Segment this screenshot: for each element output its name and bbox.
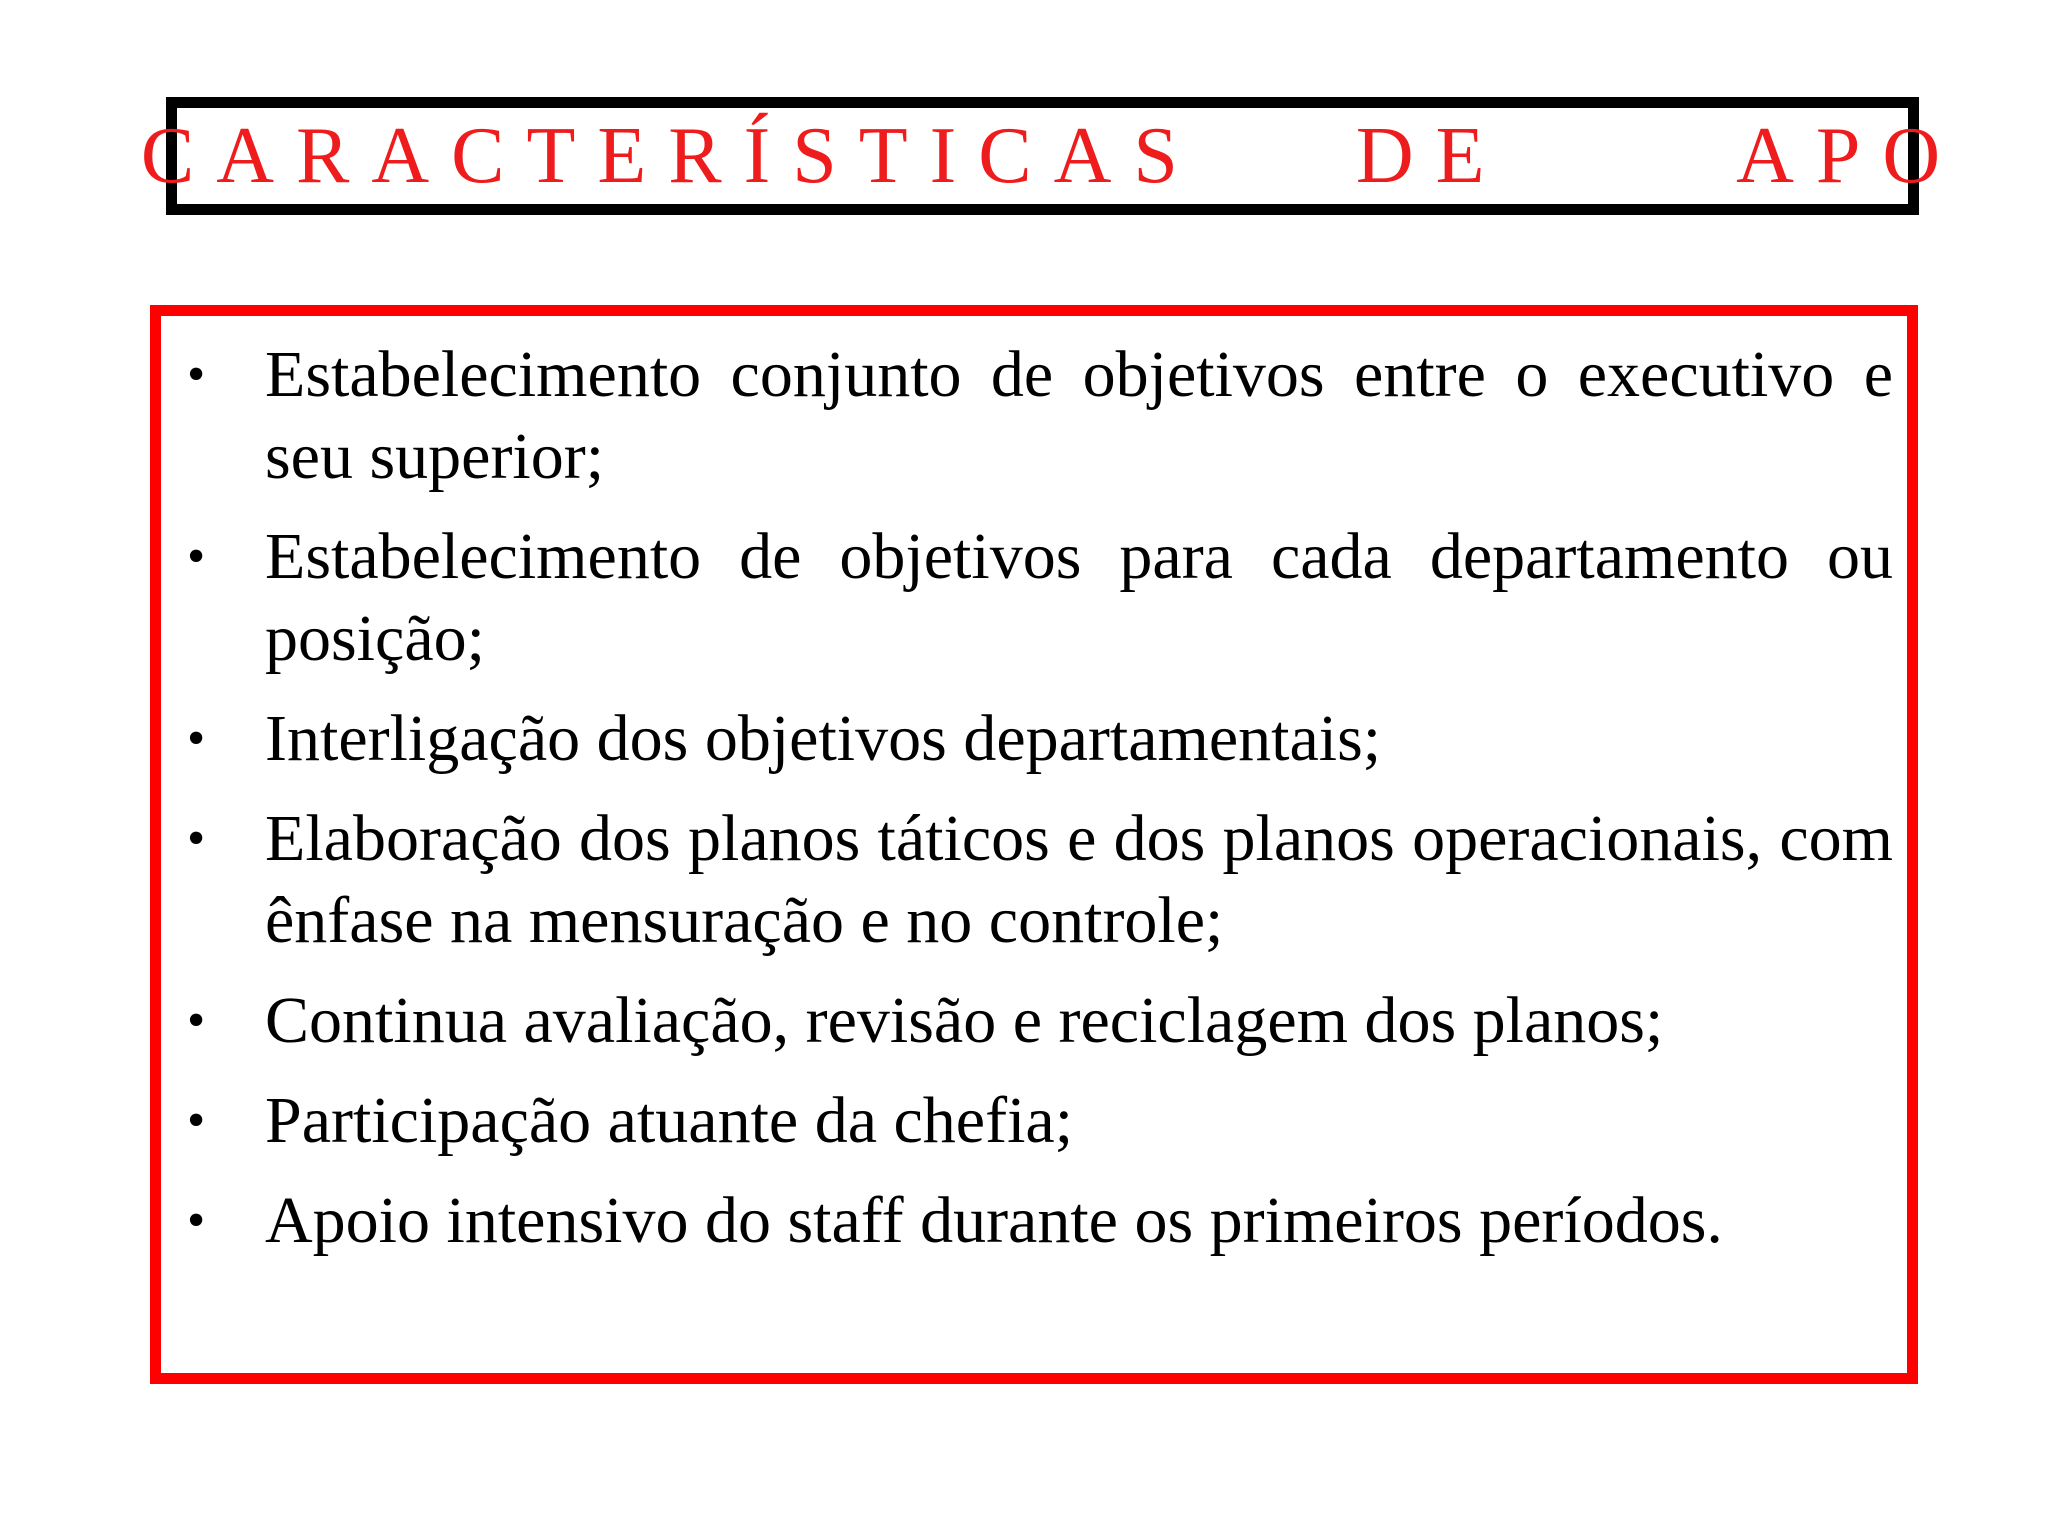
list-item — [187, 798, 1893, 962]
list-item-text: Apoio intensivo do staff durante os primeiros períodos. — [265, 1184, 1723, 1257]
bullet-icon: • — [187, 710, 206, 767]
bullet-icon: • — [187, 810, 206, 867]
bullet-icon: • — [187, 1092, 206, 1149]
list-item — [187, 1180, 1893, 1262]
list-item-text: Elaboração dos planos táticos e dos planos operacionais, com ênfase na mensuração e no controle; — [265, 802, 1893, 957]
list-item — [187, 698, 1893, 780]
list-item-text: Estabelecimento de objetivos para cada departamento ou posição; — [265, 520, 1893, 675]
bullet-icon: • — [187, 992, 206, 1049]
title-box — [140, 97, 1963, 215]
list-item — [187, 516, 1893, 680]
list-item — [187, 1080, 1893, 1162]
list-item-text: Participação atuante da chefia; — [265, 1084, 1074, 1157]
content-box — [150, 305, 1918, 1384]
bullet-list — [187, 334, 1893, 1280]
list-item-text: Interligação dos objetivos departamentais; — [265, 702, 1382, 775]
bullet-icon: • — [187, 346, 206, 403]
list-item-text: Continua avaliação, revisão e reciclagem dos planos; — [265, 984, 1664, 1057]
list-item — [187, 334, 1893, 498]
list-item — [187, 980, 1893, 1062]
list-item-text: Estabelecimento conjunto de objetivos entre o executivo e seu superior; — [265, 338, 1893, 493]
slide-title: CARACTERÍSTICAS DE APO — [140, 112, 1963, 200]
bullet-icon: • — [187, 1192, 206, 1249]
bullet-icon: • — [187, 528, 206, 585]
